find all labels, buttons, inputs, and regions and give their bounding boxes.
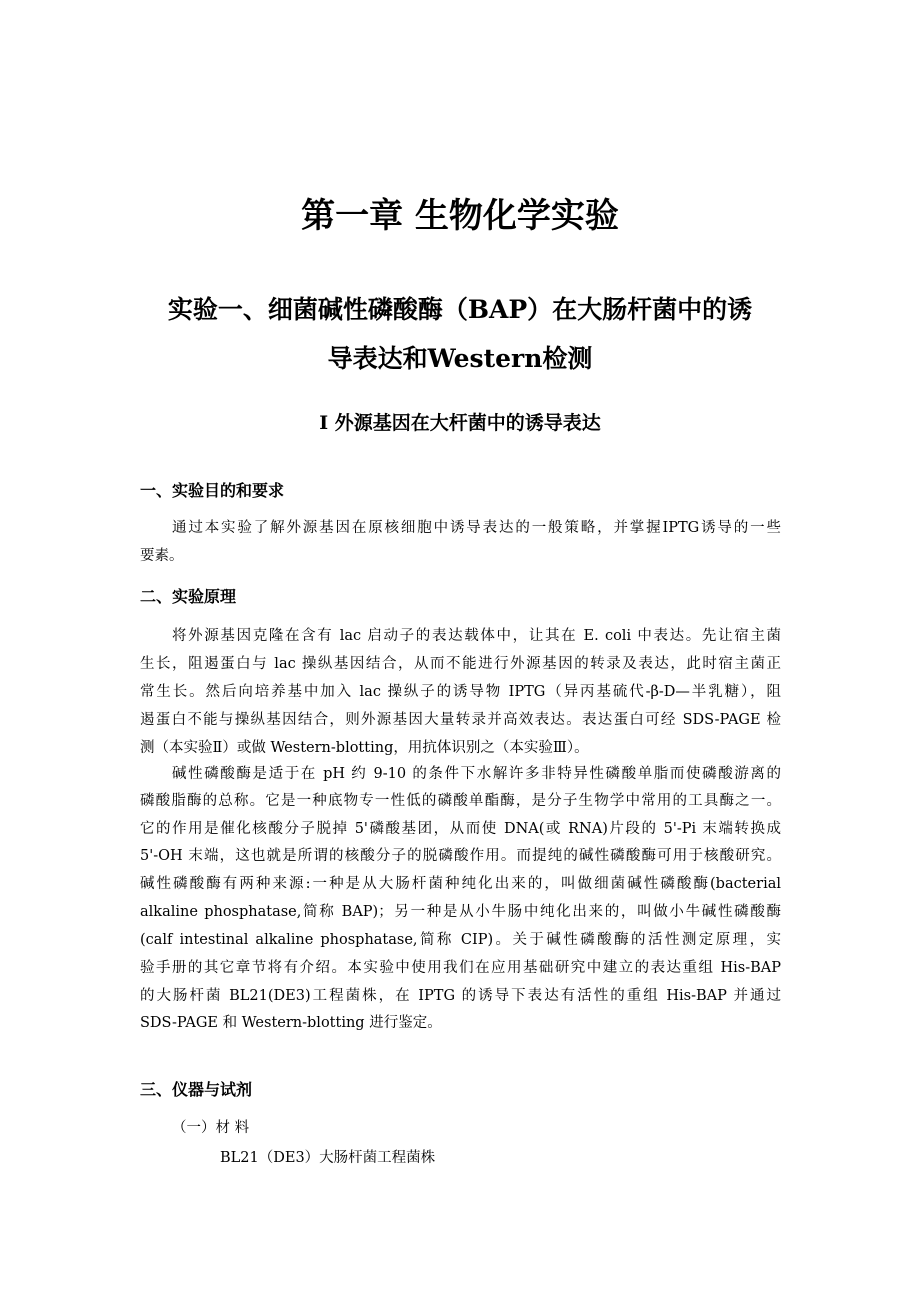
principle-paragraph-1-line: 将外源基因克隆在含有 lac 启动子的表达载体中，让其在 E. coli 中表达。先让宿主菌 bbox=[172, 628, 781, 644]
materials-heading: （一）材 料 bbox=[172, 1120, 250, 1136]
principle-paragraph-1-line: 常生长。然后向培养基中加入 lac 操纵子的诱导物 IPTG（异丙基硫代-β-D—半乳糖），阻 bbox=[140, 684, 781, 700]
principle-paragraph-2-line: 验手册的其它章节将有介绍。本实验中使用我们在应用基础研究中建立的表达重组 His-BAP bbox=[140, 960, 781, 976]
principle-paragraph-2-line: 的大肠杆菌 BL21(DE3)工程菌株，在 IPTG 的诱导下表达有活性的重组 His-BAP 并通过 bbox=[140, 988, 781, 1004]
principle-paragraph-2-line: 磷酸脂酶的总称。它是一种底物专一性低的磷酸单酯酶，是分子生物学中常用的工具酶之一。 bbox=[140, 793, 781, 809]
principle-paragraph-2-line: alkaline phosphatase,简称 BAP)；另一种是从小牛肠中纯化出来的，叫做小牛碱性磷酸酶 bbox=[140, 904, 781, 920]
principle-paragraph-2-line: 碱性磷酸酶是适于在 pH 约 9-10 的条件下水解许多非特异性磷酸单脂而使磷酸游离的 bbox=[172, 766, 781, 782]
heading-principle: 二、实验原理 bbox=[140, 587, 237, 606]
principle-paragraph-1-line: 生长，阻遏蛋白与 lac 操纵基因结合，从而不能进行外源基因的转录及表达，此时宿主菌正 bbox=[140, 656, 781, 672]
principle-paragraph-1-line: 测（本实验Ⅱ）或做 Western-blotting，用抗体识别之（本实验Ⅲ）。 bbox=[140, 740, 589, 756]
section-title: Ⅰ 外源基因在大杆菌中的诱导表达 bbox=[319, 412, 601, 434]
principle-paragraph-2-line: 它的作用是催化核酸分子脱掉 5'磷酸基团，从而使 DNA(或 RNA)片段的 5'-Pi 末端转换成 bbox=[140, 821, 781, 837]
principle-paragraph-2-line: SDS-PAGE 和 Western-blotting 进行鉴定。 bbox=[140, 1015, 442, 1031]
heading-instruments: 三、仪器与试剂 bbox=[140, 1080, 253, 1099]
purpose-line: 要素。 bbox=[140, 548, 184, 564]
purpose-line: 通过本实验了解外源基因在原核细胞中诱导表达的一般策略，并掌握IPTG诱导的一些 bbox=[172, 520, 781, 536]
chapter-title: 第一章 生物化学实验 bbox=[301, 196, 619, 236]
experiment-title-line-1: 实验一、细菌碱性磷酸酶（BAP）在大肠杆菌中的诱 bbox=[167, 295, 753, 324]
experiment-title-line-2: 导表达和Western检测 bbox=[327, 344, 593, 373]
principle-paragraph-2-line: 碱性磷酸酶有两种来源:一种是从大肠杆菌种纯化出来的，叫做细菌碱性磷酸酶(bacterial bbox=[140, 876, 781, 892]
principle-paragraph-1-line: 遏蛋白不能与操纵基因结合，则外源基因大量转录并高效表达。表达蛋白可经 SDS-PAGE 检 bbox=[140, 712, 781, 728]
materials-item: BL21（DE3）大肠杆菌工程菌株 bbox=[220, 1150, 436, 1166]
heading-purpose: 一、实验目的和要求 bbox=[140, 481, 285, 500]
principle-paragraph-2-line: 5'-OH 末端，这也就是所谓的核酸分子的脱磷酸作用。而提纯的碱性磷酸酶可用于核酸研究。 bbox=[140, 848, 781, 864]
principle-paragraph-2-line: (calf intestinal alkaline phosphatase,简称 CIP)。关于碱性磷酸酶的活性测定原理，实 bbox=[140, 932, 781, 948]
